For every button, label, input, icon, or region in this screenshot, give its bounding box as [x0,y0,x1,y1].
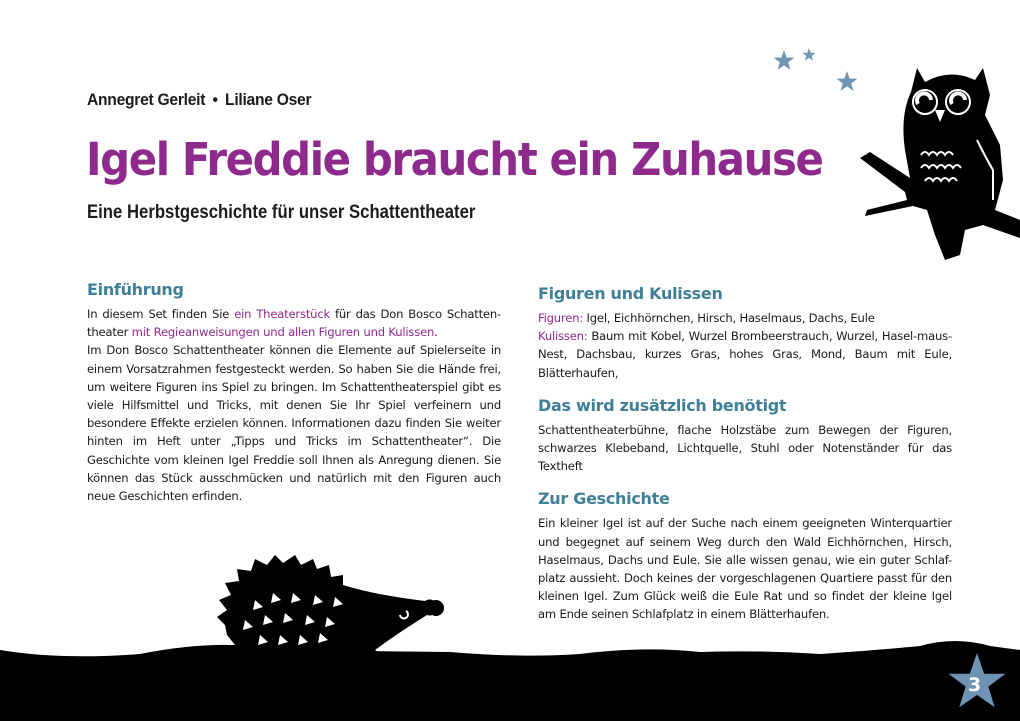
page-subtitle: Eine Herbstgeschichte für unser Schattentheater [87,202,476,223]
page-title: Igel Freddie braucht ein Zuhause [86,133,823,186]
highlight-regieanweisungen: mit Regieanweisungen und allen Figuren und Kulissen [131,325,435,340]
author-separator: • [212,90,218,109]
author-1: Annegret Gerleit [87,90,206,109]
story-text: Ein kleiner Igel ist auf der Suche nach einem geeigneten Winterquartier und begegnet auf seinem Weg durch den Wald Eichhörnchen, Hirsch, Haselmaus, Dachs und Eule. Sie alle wissen genau, wie ein guter Schlaf-platz aussieht. Doch keines der vorgeschlagenen Quartiere passt für den kleinen Igel. Zum Glück weiß die Eule Rat und so findet der kleine Igel am Ende seinen Schlafplatz in einem Blätterhaufen. [538,516,952,622]
sets-label: Kulissen: [538,329,588,344]
intro-heading: Einführung [87,280,184,299]
hedgehog-silhouette [215,555,450,675]
intro-paragraph-2: Im Don Bosco Schattentheater können die Elemente auf Spielerseite in einem Vorsatzrahmen festgesteckt werden. So haben Sie die Hände frei, um weitere Figuren ins Spiel zu bringen. Im Schattentheaterspiel gibt es viele Hilfsmittel und Tricks, mit denen Sie Ihr Spiel verfeinern und besondere Effekte erzielen können. Informationen dazu finden Sie weiter hinten im Heft unter „Tipps und Tricks im Schattentheater“. Die Geschichte vom kleinen Igel Freddie soll Ihnen als Anregung dienen. Sie können das Stück ausschmücken und natürlich mit den Figuren auch neue Geschichten erfinden. [87,343,501,504]
figures-heading: Figuren und Kulissen [538,284,723,303]
authors [87,90,311,110]
sets-text: Baum mit Kobel, Wurzel Brombeerstrauch, Wurzel, Hasel-maus-Nest, Dachsbau, kurzes Gras, hohes Gras, Mond, Baum mit Eule, Blätterhaufen, [538,329,952,380]
owl-silhouette [855,60,1020,265]
page-number: 3 [968,674,982,696]
figures-label: Figuren: [538,311,584,325]
ground-silhouette [0,640,1020,721]
text: In diesem Set finden Sie [87,307,235,321]
right-column [538,284,952,638]
needed-text: Schattentheaterbühne, flache Holzstäbe zum Bewegen der Figuren, schwarzes Klebeband, Lichtquelle, Stuhl oder Notenständer für das Textheft [538,422,952,474]
star-icon [773,50,795,72]
sets-list [538,327,952,382]
star-icon [802,48,816,62]
figures-text: Igel, Eichhörnchen, Hirsch, Haselmaus, Dachs, Eule [583,311,875,325]
left-column [87,280,501,505]
author-2: Liliane Oser [225,90,312,109]
figures-list [538,309,952,327]
needed-heading: Das wird zusätzlich benötigt [538,395,787,415]
text: . [434,325,438,340]
needed-section [538,396,952,476]
intro-paragraph-1 [87,305,501,341]
highlight-theaterstueck: ein Theaterstück [234,307,331,321]
figures-section [538,284,952,382]
story-section [538,489,952,623]
text: für das Don Bosco Schatten-theater [87,307,501,340]
story-heading: Zur Geschichte [538,489,670,509]
